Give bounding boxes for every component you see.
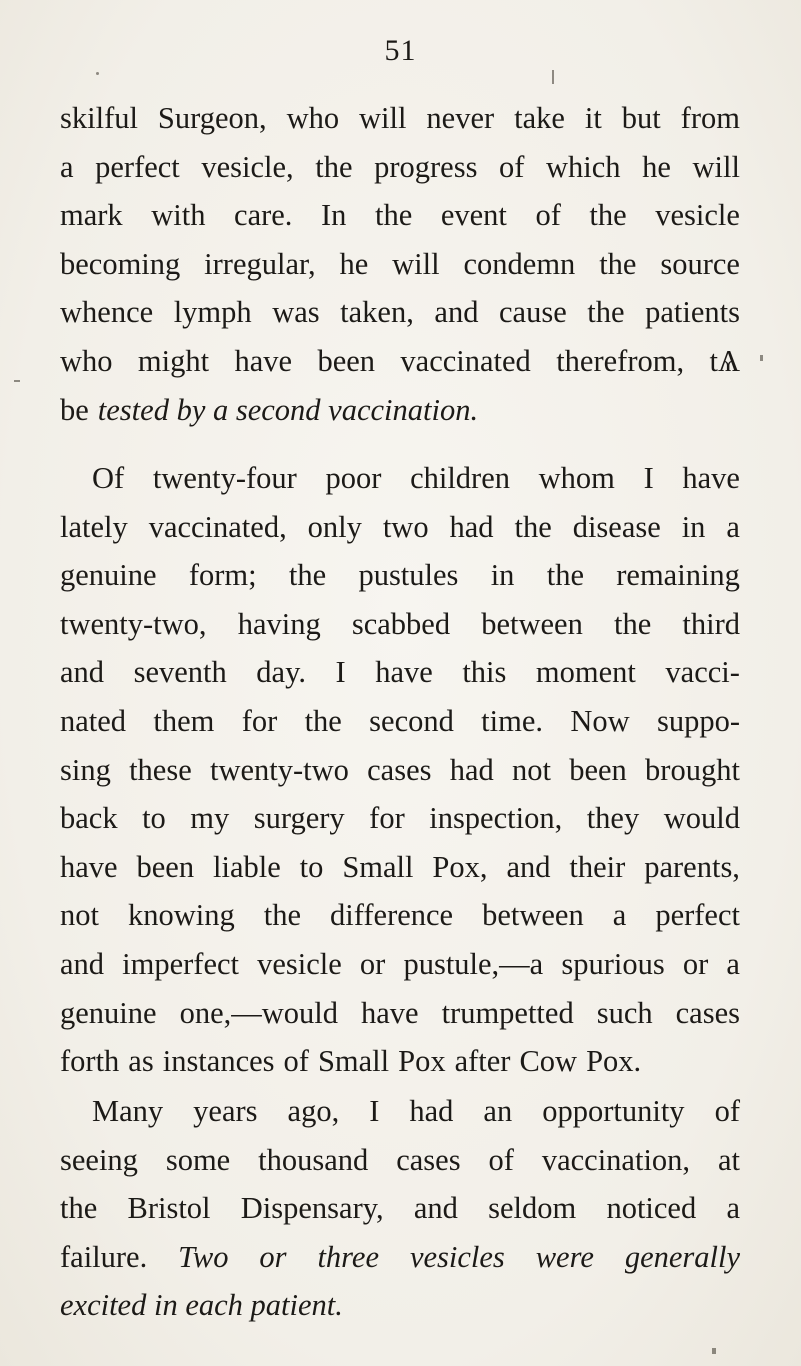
word: becoming [60,246,181,281]
word: disease [572,509,661,544]
word: they [586,801,640,836]
word: the [288,558,327,593]
word: three [317,1239,379,1274]
word: of [488,1142,514,1177]
word: vaccinated [400,343,531,378]
word: Small [342,849,414,884]
word: between [482,898,584,933]
word: might [137,343,210,378]
word: Many [92,1094,164,1128]
word: this [462,655,507,690]
word: in [681,509,706,544]
word: Pox [398,1044,446,1079]
word: patients [645,295,740,330]
word: will [392,246,440,281]
word: cause [499,295,567,330]
word: inspection, [429,801,563,836]
word: having [237,606,321,641]
word: the [514,509,552,544]
word: poor [325,461,382,495]
word: he [339,246,369,281]
word: one,—would [179,995,338,1030]
word: spurious [561,946,665,981]
word: Small [317,1044,390,1079]
word: who [60,343,113,378]
word: twenty-two, [60,606,207,641]
word: vaccinated, [148,509,287,544]
word: or [359,946,386,981]
word: had [449,752,494,787]
word: third [682,606,740,641]
word: whence [60,295,154,330]
word: a [612,898,627,933]
word: imperfect [122,946,240,981]
word: been [317,343,376,378]
word: Cow [519,1044,578,1079]
word: the [546,558,584,593]
text-line [60,551,740,600]
word: genuine [60,558,157,593]
word: at [717,1142,740,1177]
word: nated [60,703,127,738]
word: vesicle [257,946,342,981]
word: tested by a second vaccination. [97,392,479,427]
text-line [60,386,740,435]
page-number: 51 [384,34,417,67]
word: lymph [173,295,252,330]
word: it [584,101,602,135]
text-line [60,843,740,892]
word: take [514,101,565,135]
word: vesicle, [201,149,294,184]
word: forth [60,1044,120,1079]
word: who [286,101,340,135]
word: not [60,898,99,933]
word: brought [645,752,740,787]
word: a [726,509,740,544]
word: of [283,1044,309,1079]
word: noticed [606,1191,697,1226]
word: instances [162,1044,275,1079]
word: Dispensary, [240,1191,384,1226]
text-line [60,697,740,746]
word: will [359,101,407,135]
word: the [263,898,302,933]
word: never [426,101,495,135]
word: vesicle [655,198,740,233]
word: thousand [258,1142,369,1177]
word: mark [60,198,123,233]
word: source [660,246,740,281]
word: care. [234,198,293,233]
word: some [165,1142,231,1177]
word: or [682,946,709,981]
text-line [60,503,740,552]
word: second [369,703,454,738]
word: the [587,295,625,330]
word: whom [538,461,615,495]
word: had [449,509,494,544]
text-line [60,794,740,843]
word: been [569,752,627,787]
word: moment [535,655,636,690]
word: an [483,1094,513,1128]
ink-speck [96,72,99,75]
word: a [726,946,740,981]
word: the [589,198,627,233]
paragraph-1 [60,94,740,434]
text-line [60,940,740,989]
word: the [315,149,353,184]
word: or [259,1239,287,1274]
word: ago, [287,1094,340,1128]
text-line [60,1233,740,1282]
word: my [190,801,230,836]
word: children [410,461,510,495]
word: would [663,801,740,836]
word: of [499,149,525,184]
word: form; [188,558,257,593]
word: pustule,—a [403,946,544,981]
ink-speck [14,380,20,382]
text-line [60,191,740,240]
text-line [60,891,740,940]
text-line [60,1281,740,1330]
word: sing [60,752,111,787]
word: a [726,1191,740,1226]
word: therefrom, [556,343,685,378]
word: have [234,343,293,378]
word: I [643,461,654,495]
word: he [642,149,671,184]
word: twenty-four [152,461,297,495]
word: opportunity [542,1094,685,1128]
word: be [60,392,89,427]
word: of [535,198,561,233]
word: were [535,1239,594,1274]
word: Of [92,461,125,495]
word: seeing [60,1142,138,1177]
word: genuine [60,995,157,1030]
word: after [454,1044,511,1079]
ink-speck [760,355,763,361]
word: a [60,149,74,184]
word: irregular, [204,246,316,281]
text-line [60,143,740,192]
word: skilful [60,101,138,135]
text-line [60,648,740,697]
text-line [60,600,740,649]
word: in [490,558,515,593]
word: cases [367,752,432,787]
word: perfect [95,149,180,184]
word: have [360,995,419,1030]
word: will [692,149,740,184]
word: progress [374,149,478,184]
paragraph-2 [60,454,740,1086]
word: Pox. [586,1044,642,1079]
word: and [506,849,551,884]
word: remaining [616,558,740,593]
word: have [682,461,740,495]
word: time. [481,703,544,738]
word: to [142,801,166,836]
text-line [60,1184,740,1233]
word: Surgeon, [157,101,267,135]
word: to [299,849,324,884]
word: been [136,849,195,884]
word: two [382,509,429,544]
word: have [375,655,433,690]
word: cases [675,995,740,1030]
word: such [596,995,653,1030]
word: Bristol [127,1191,211,1226]
word: In [321,198,347,233]
word: event [440,198,507,233]
text-line [60,454,740,503]
word: for [241,703,278,738]
word: parents, [644,849,740,884]
word: the [613,606,652,641]
word: had [409,1094,454,1128]
word: tѦ [709,343,740,378]
text-line [60,240,740,289]
word: was [272,295,320,330]
paragraph-3 [60,1087,740,1330]
word: Now [570,703,630,738]
word: for [369,801,405,836]
word: excited in each patient. [60,1288,343,1323]
word: trumpetted [441,995,574,1030]
word: taken, [340,295,414,330]
text-line [60,746,740,795]
word: between [481,606,583,641]
word: failure. [60,1239,148,1274]
word: have [60,849,118,884]
word: with [151,198,206,233]
ink-speck [712,1348,716,1354]
word: pustules [358,558,459,593]
text-line [60,989,740,1038]
word: twenty-two [209,752,349,787]
word: scabbed [351,606,451,641]
word: and [60,946,105,981]
word: which [546,149,621,184]
word: but [621,101,661,135]
ink-speck [552,70,554,84]
word: vesicles [409,1239,505,1274]
word: lately [60,509,128,544]
word: the [60,1191,98,1226]
word: suppo- [656,703,740,738]
word: knowing [128,898,235,933]
text-line [60,94,740,143]
word: I [369,1094,380,1128]
word: perfect [655,898,740,933]
text-line [60,1087,740,1136]
word: day. [256,655,306,690]
word: of [714,1094,740,1128]
word: and [413,1191,458,1226]
word: and [434,295,479,330]
word: seventh [133,655,227,690]
text-line [60,337,740,386]
word: the [374,198,413,233]
word: years [193,1094,258,1128]
text-line [60,1136,740,1185]
word: their [569,849,626,884]
text-line [60,288,740,337]
word: condemn [463,246,576,281]
text-line [60,1037,740,1086]
word: from [680,101,740,135]
word: them [153,703,215,738]
word: cases [396,1142,461,1177]
word: Pox, [432,849,488,884]
word: and [60,655,105,690]
word: these [129,752,192,787]
word: Two [178,1239,229,1274]
word: generally [624,1239,740,1274]
word: back [60,801,118,836]
word: I [335,655,346,690]
word: seldom [488,1191,577,1226]
word: vacci- [665,655,740,690]
word: difference [330,898,454,933]
word: vaccination, [541,1142,691,1177]
word: only [307,509,362,544]
word: the [599,246,637,281]
word: not [512,752,551,787]
word: as [128,1044,154,1079]
word: liable [213,849,281,884]
word: surgery [253,801,345,836]
word: the [304,703,342,738]
